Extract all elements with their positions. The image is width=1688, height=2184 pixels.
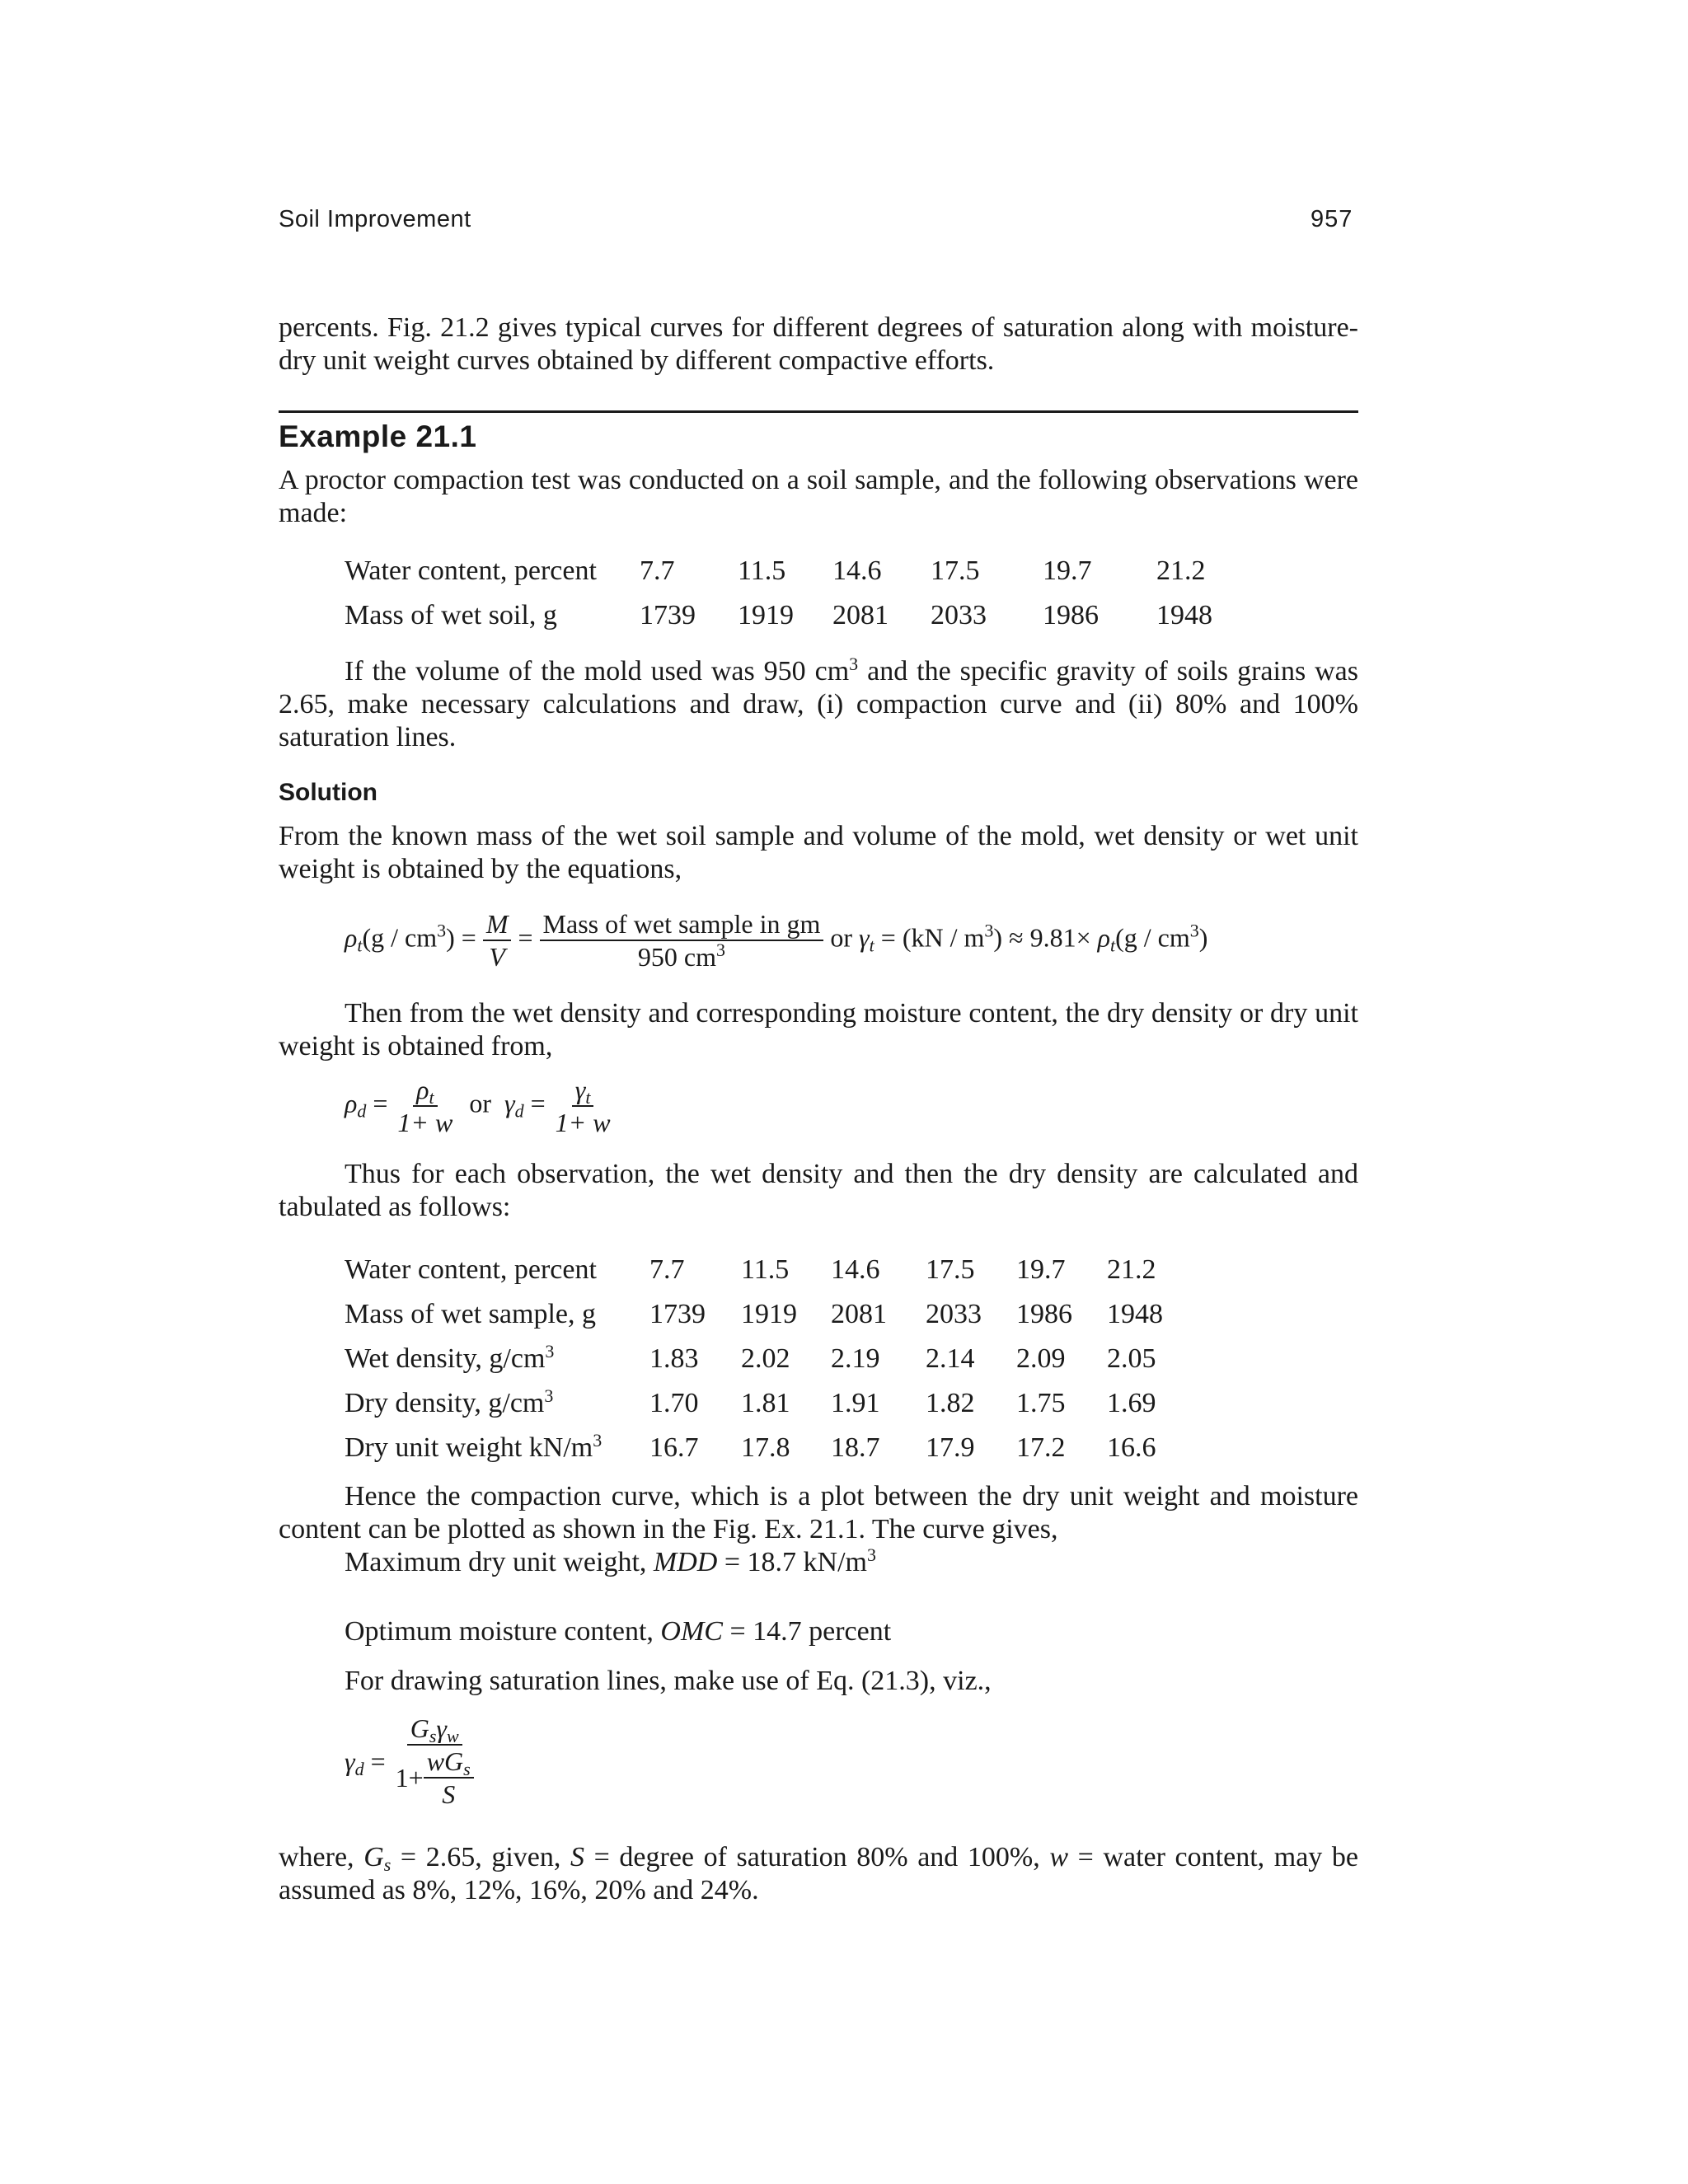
cell: 1.82 [926,1388,975,1418]
water-gs-over-s-fraction: $\frac{wG_s}{S}$ [424,1747,474,1808]
cell: 2.09 [1016,1343,1066,1374]
row-label: Dry density, $g/cm^3$ [345,1385,554,1418]
table-row [345,1426,1173,1470]
cell: 7.7 [649,1254,685,1285]
cell: 16.7 [649,1432,699,1463]
cell: 17.5 [926,1254,975,1285]
cell: 14.6 [832,555,882,586]
mass-volume-fraction: $\frac{M}{V}$ [483,910,512,971]
example-statement: A proctor compaction test was conducted on a soil sample, and the following observations were made: [279,465,1358,528]
where-paragraph: where, $G_s = 2.65$, given, S = degree of saturation 80% and 100%, w = water content, may be assumed as 8%, 12%, 16%, 20% and 24%. [279,1842,1358,1905]
cell: 11.5 [738,555,786,586]
cell: 1.81 [741,1388,790,1418]
cell: 1.69 [1107,1388,1156,1418]
cell: 17.8 [741,1432,790,1463]
cell: 2.05 [1107,1343,1156,1374]
saturation-fraction: $G_s\gamma_w$ 1+ $\frac{wG_s}{S}$ [392,1714,477,1808]
running-head: Soil Improvement [279,206,471,232]
solution-paragraph-4: Hence the compaction curve, which is a plot between the dry unit weight and moisture content can be plotted as shown in the Fig. Ex. 21.1. The curve gives, [279,1481,1358,1544]
dry-density-equation: $\rho_d$ = $\frac{\rho_t}{1+ w}$ or $\gamma_d$ = $\frac{\gamma_t}{1+ w}$ [345,1076,614,1137]
question-paragraph: If the volume of the mold used was 950 $cm^3$ and the specific gravity of soils grains was 2.65, make necessary calculations and draw, (i) compaction curve and (ii) 80% and 100% saturation lines. [279,654,1359,752]
results-table [345,1248,1173,1470]
cell: 21.2 [1156,555,1206,586]
row-label: Dry unit weight $kN/m^3$ [345,1430,603,1463]
wet-density-over-moisture: $\frac{\rho_t}{1+ w}$ [397,1075,453,1137]
cell: 2033 [931,600,987,630]
row-label: Water content, percent [345,1254,597,1285]
cell: 2.19 [831,1343,880,1374]
maximum-dry-density: Maximum dry unit weight, MDD = 18.7 $kN/m^3$ [345,1544,876,1577]
table-row [345,549,1222,593]
cell: 17.5 [931,555,980,586]
cell: 21.2 [1107,1254,1156,1285]
page-number: 957 [1311,206,1353,232]
cell: 17.2 [1016,1432,1066,1463]
solution-paragraph-1: From the known mass of the wet soil sample and volume of the mold, wet density or wet unit weight is obtained by the equations, [279,821,1358,884]
cell: 7.7 [640,555,675,586]
solution-paragraph-2: Then from the wet density and corresponding moisture content, the dry density or dry unit weight is obtained from, [279,998,1358,1062]
cell: 2.14 [926,1343,975,1374]
cell: 19.7 [1043,555,1092,586]
cell: 11.5 [741,1254,790,1285]
cell: 1.91 [831,1388,880,1418]
cell: 17.9 [926,1432,975,1463]
cell: 1.75 [1016,1388,1066,1418]
cell: 16.6 [1107,1432,1156,1463]
cell: 18.7 [831,1432,880,1463]
cell: 2033 [926,1299,982,1329]
cell: 1919 [738,600,794,630]
table-row [345,1248,1173,1292]
cell: 14.6 [831,1254,880,1285]
cell: 1986 [1016,1299,1072,1329]
solution-paragraph-3: Thus for each observation, the wet density and then the dry density are calculated and tabulated as follows: [279,1159,1358,1222]
cell: 1739 [640,600,696,630]
mass-of-sample-fraction: $\frac{\text{Mass of wet sample in gm}}{950 cm^3}$ [540,910,824,971]
row-label: Wet density, $g/cm^3$ [345,1341,555,1374]
table-row [345,1292,1173,1337]
solution-paragraph-5: For drawing saturation lines, make use of Eq. (21.3), viz., [345,1666,992,1696]
cell: 1948 [1107,1299,1163,1329]
observations-table [345,549,1222,638]
row-label: Mass of wet sample, g [345,1299,597,1329]
example-title: Example 21.1 [279,419,477,453]
solution-title: Solution [279,779,377,806]
cell: 1.70 [649,1388,699,1418]
cell: 2081 [832,600,889,630]
row-label: Mass of wet soil, g [345,600,557,630]
table-row [345,1381,1173,1426]
optimum-moisture-content: Optimum moisture content, OMC = 14.7 percent [345,1616,892,1647]
cell: 1986 [1043,600,1099,630]
cell: 2.02 [741,1343,790,1374]
example-rule [279,410,1358,413]
saturation-line-equation: $\gamma_d$ = $G_s\gamma_w$ 1+ $\frac{wG_s}{S}$ [345,1714,477,1808]
row-label: Water content, percent [345,555,597,586]
wet-unit-weight-over-moisture: $\frac{\gamma_t}{1+ w}$ [555,1075,611,1137]
cell: 2081 [831,1299,887,1329]
cell: 1919 [741,1299,797,1329]
cell: 1948 [1156,600,1212,630]
intro-paragraph: percents. Fig. 21.2 gives typical curves for different degrees of saturation along with moisture-dry unit weight curves obtained by different compactive efforts. [279,312,1358,376]
cell: 1739 [649,1299,706,1329]
cell: 19.7 [1016,1254,1066,1285]
cell: 1.83 [649,1343,699,1374]
table-row [345,1337,1173,1381]
wet-density-equation: $\rho_t(g / cm^3)$ = $\frac{M}{V}$ = $\frac{\text{Mass of wet sample in gm}}{950 cm^3}$ or $\gamma_t = (kN / m^3) \approx 9.81\times \rho_t(g / cm^3)$ [345,909,1208,972]
table-row [345,593,1222,638]
